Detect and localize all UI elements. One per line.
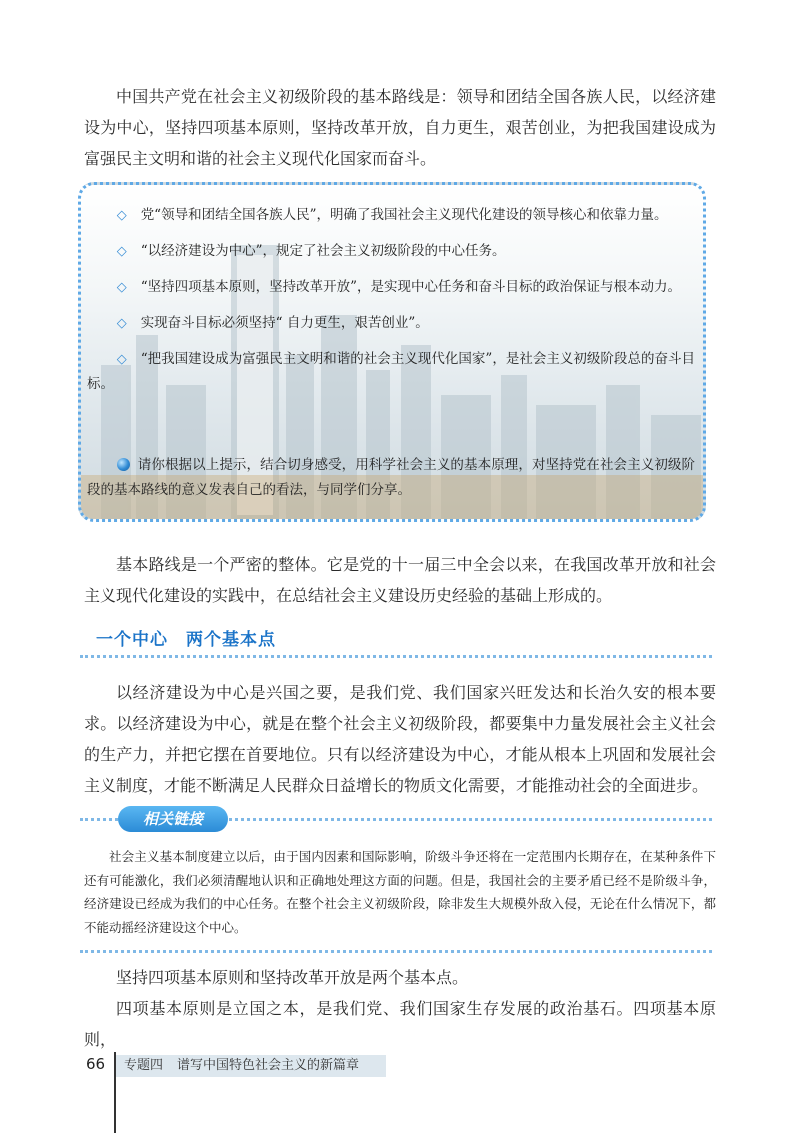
section-divider (80, 655, 712, 658)
section-heading (96, 625, 276, 650)
diamond-bullet-icon: ◇ (116, 352, 127, 367)
tip-text: “以经济建设为中心”，规定了社会主义初级阶段的中心任务。 (140, 243, 506, 259)
tip-item (87, 275, 695, 300)
discussion-prompt-text: 请你根据以上提示，结合切身感受，用科学社会主义的基本原理，对坚持党在社会主义初级阶段的基本路线的意义发表自己的看法，与同学们分享。 (87, 457, 695, 498)
diamond-bullet-icon: ◇ (116, 280, 127, 295)
intro-paragraph: 中国共产党在社会主义初级阶段的基本路线是：领导和团结全国各族人民，以经济建设为中心，坚持四项基本原则，坚持改革开放，自力更生，艰苦创业，为把我国建设成为富强民主文明和谐的社会主义现代化国家而奋斗。 (84, 87, 716, 168)
tip-text: 实现奋斗目标必须坚持“ 自力更生，艰苦创业”。 (140, 315, 429, 331)
tip-item (87, 239, 695, 264)
related-divider-bottom (80, 950, 712, 953)
tip-item (87, 311, 695, 336)
section-heading-part-2: 两个基本点 (186, 630, 276, 650)
points-paragraph: 坚持四项基本原则和坚持改革开放是两个基本点。 (116, 968, 469, 987)
page-number: 66 (86, 1055, 106, 1073)
tips-box (78, 182, 706, 522)
tip-text: “坚持四项基本原则，坚持改革开放”，是实现中心任务和奋斗目标的政治保证与根本动力。 (140, 279, 681, 295)
section-heading-part-1: 一个中心 (96, 630, 168, 650)
footer-topic: 专题四 (124, 1058, 164, 1073)
discussion-prompt (87, 453, 695, 503)
center-paragraph: 以经济建设为中心是兴国之要，是我们党、我们国家兴旺发达和长治久安的根本要求。以经济建设为中心，就是在整个社会主义初级阶段，都要集中力量发展社会主义社会的生产力，并把它摆在首要地位。只有以经济建设为中心，才能从根本上巩固和发展社会主义制度，才能不断满足人民群众日益增长的物质文化需要，才能推动社会的全面进步。 (84, 683, 716, 795)
tip-item (87, 347, 695, 397)
diamond-bullet-icon: ◇ (116, 244, 127, 259)
tip-text: “把我国建设成为富强民主文明和谐的社会主义现代化国家”，是社会主义初级阶段总的奋斗目标。 (87, 351, 695, 392)
footer-title: 谱写中国特色社会主义的新篇章 (177, 1058, 360, 1073)
route-paragraph: 基本路线是一个严密的整体。它是党的十一届三中全会以来，在我国改革开放和社会主义现代化建设的实践中，在总结社会主义建设历史经验的基础上形成的。 (84, 555, 716, 605)
diamond-bullet-icon: ◇ (116, 208, 127, 223)
tips-list (87, 203, 695, 408)
related-link-text: 社会主义基本制度建立以后，由于国内因素和国际影响，阶级斗争还将在一定范围内长期存在，在某种条件下还有可能激化，我们必须清醒地认识和正确地处理这方面的问题。但是，我国社会的主要矛盾已经不是阶级斗争，经济建设已经成为我们的中心任务。在整个社会主义初级阶段，除非发生大规模外敌入侵，无论在什么情况下，都不能动摇经济建设这个中心。 (84, 849, 716, 935)
related-link-tag: 相关链接 (118, 806, 228, 832)
tip-item (87, 203, 695, 228)
globe-bullet-icon (117, 458, 130, 471)
diamond-bullet-icon: ◇ (116, 316, 127, 331)
principles-paragraph: 四项基本原则是立国之本，是我们党、我们国家生存发展的政治基石。四项基本原则， (84, 999, 716, 1049)
running-footer (116, 1055, 386, 1077)
tip-text: 党“领导和团结全国各族人民”，明确了我国社会主义现代化建设的领导核心和依靠力量。 (140, 207, 668, 223)
